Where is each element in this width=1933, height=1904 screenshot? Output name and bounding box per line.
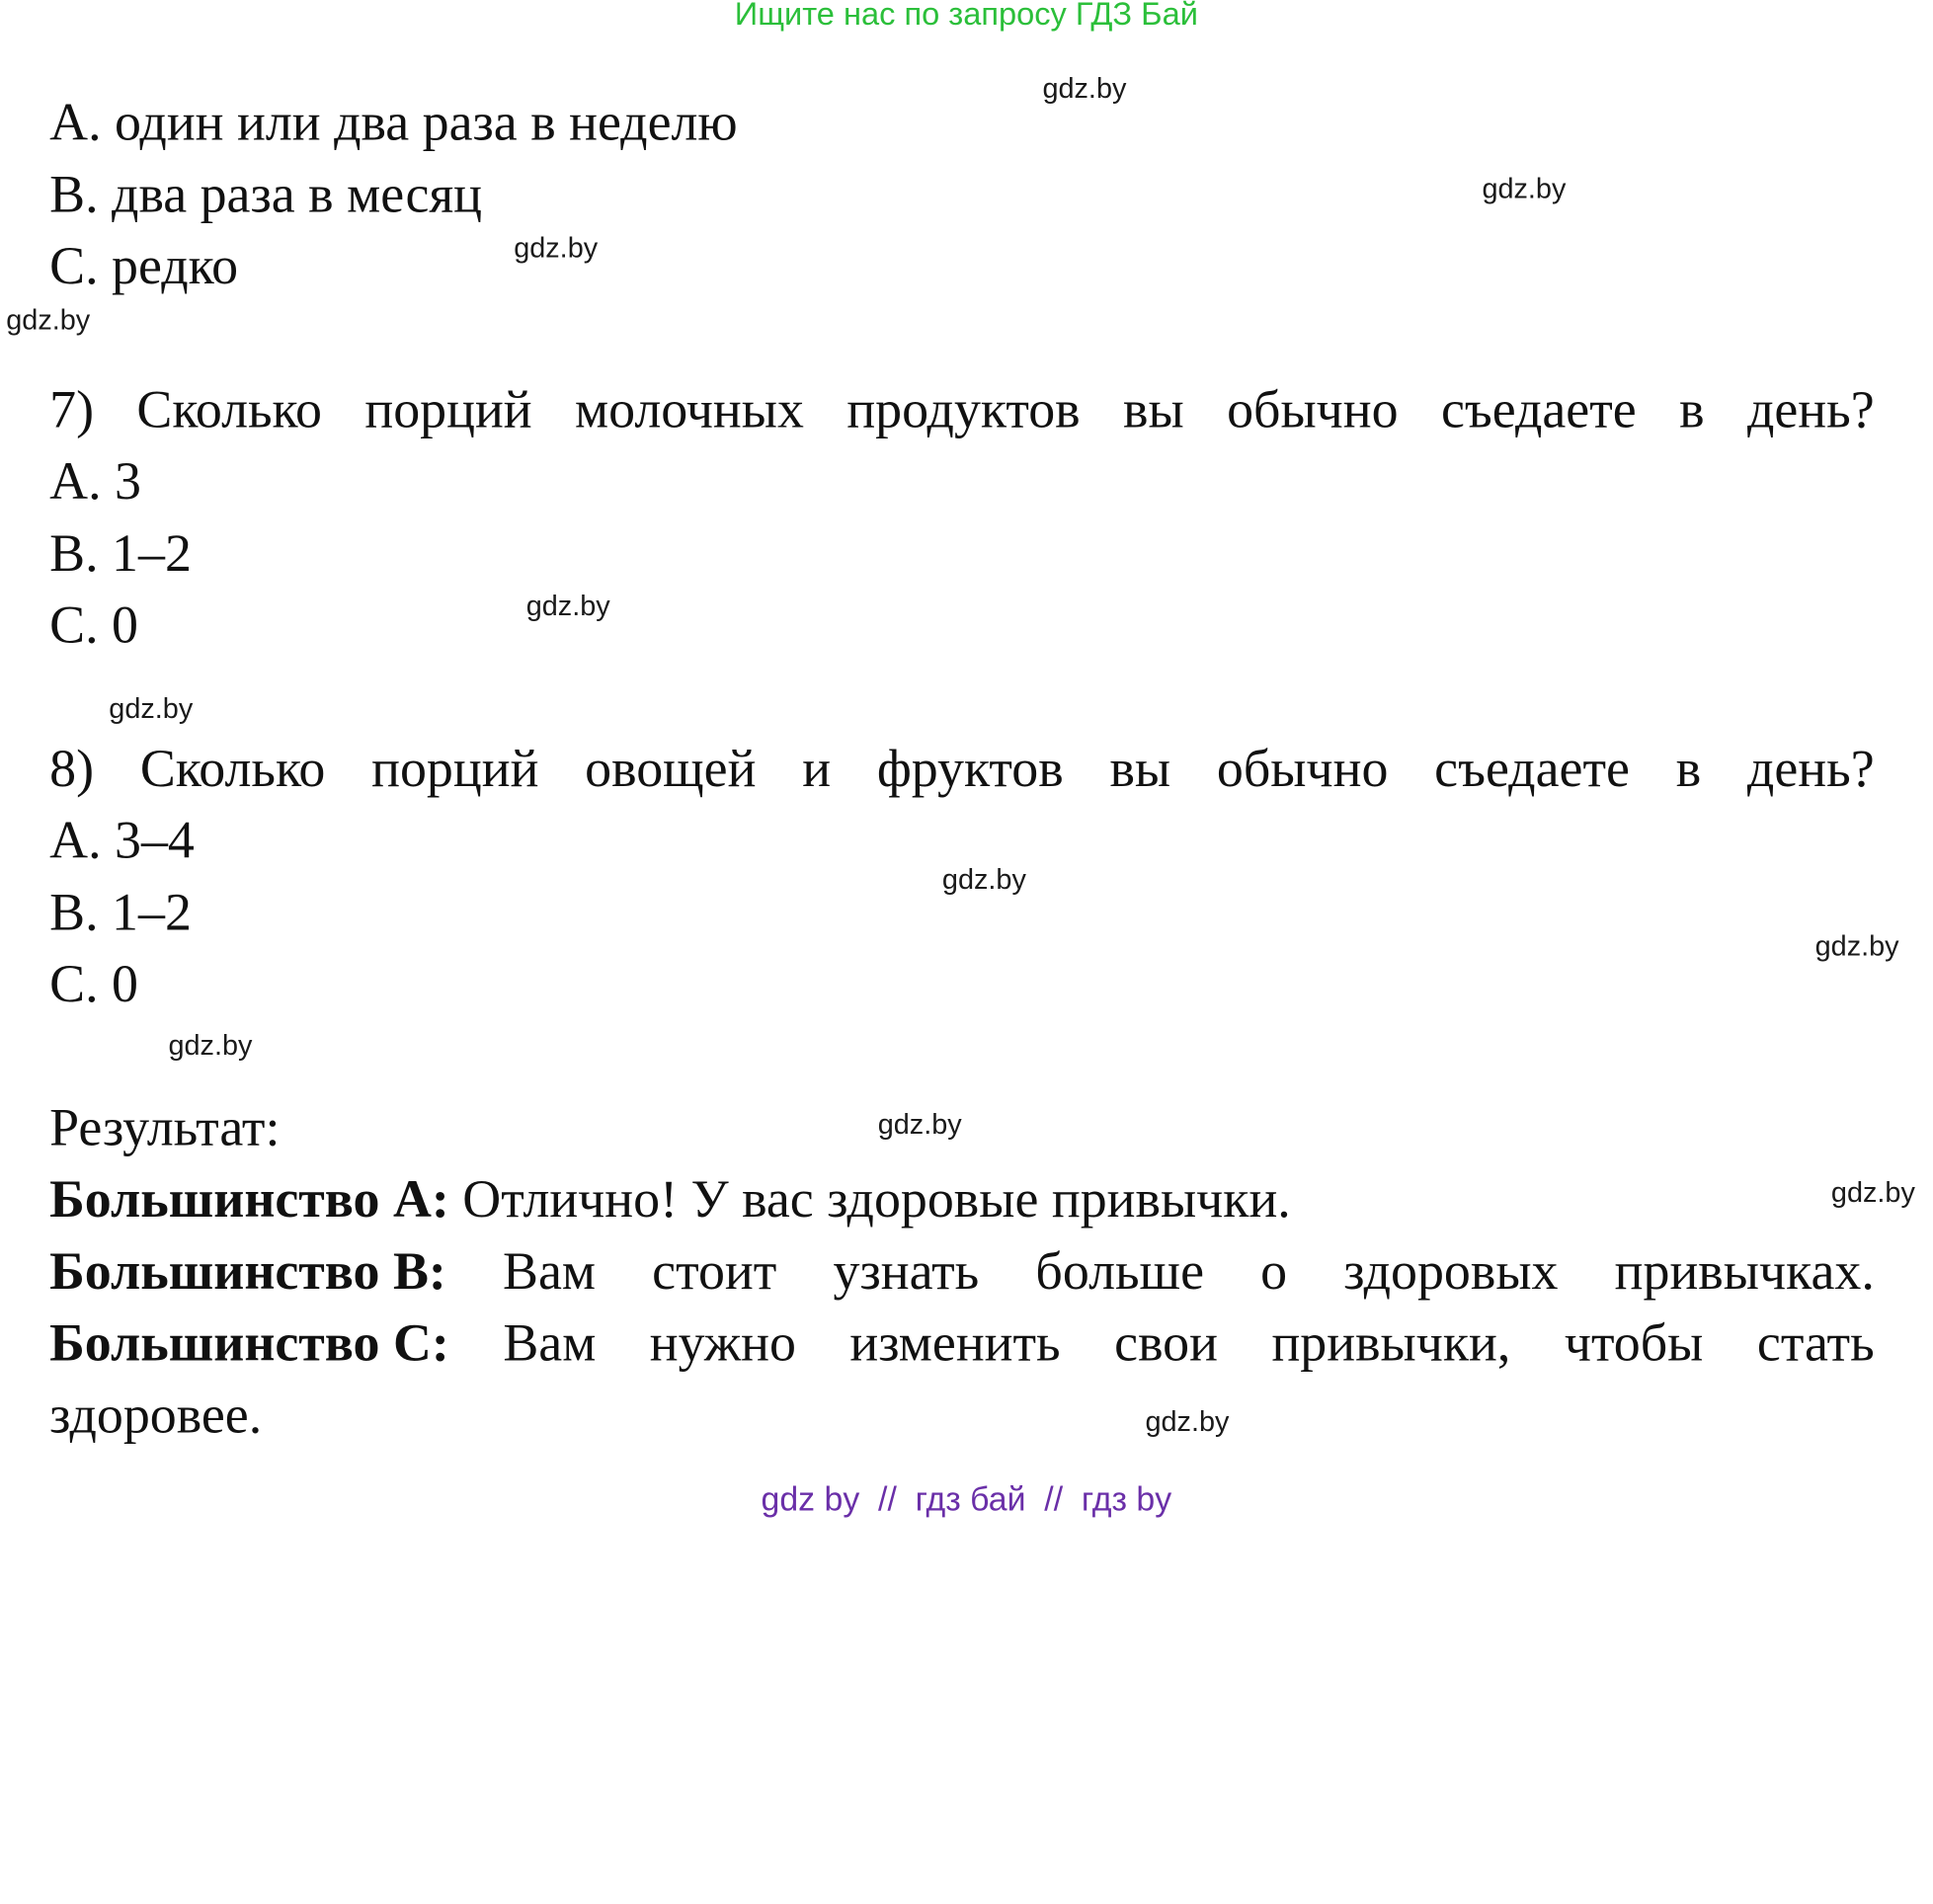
q8-word: в xyxy=(1675,740,1702,799)
q8-word: и xyxy=(802,740,832,799)
result-c-word: чтобы xyxy=(1564,1314,1704,1374)
q8-question xyxy=(49,740,1875,799)
result-b xyxy=(49,1242,1875,1302)
q7-option-b: B. 1–2 xyxy=(49,524,192,584)
q8-option-c: C. 0 xyxy=(49,955,139,1014)
result-b-word: больше xyxy=(1035,1242,1204,1302)
footer-links: gdz by // гдз бай // гдз by xyxy=(761,1480,1172,1518)
watermark: gdz.by xyxy=(877,1107,962,1141)
q8-word: съедаете xyxy=(1434,740,1630,799)
q7-word: обычно xyxy=(1227,381,1399,439)
result-b-word: Вам xyxy=(503,1242,597,1302)
q7-option-c: C. 0 xyxy=(49,596,139,656)
result-c-word: стать xyxy=(1756,1314,1875,1374)
result-a-text: Отлично! У вас здоровые привычки. xyxy=(462,1170,1291,1230)
result-a-label: Большинство A: xyxy=(49,1170,449,1230)
q7-word: съедаете xyxy=(1440,381,1637,439)
q7-word: порций xyxy=(364,381,532,439)
result-b-label: Большинство B: xyxy=(49,1242,446,1302)
q7-word: в xyxy=(1679,381,1705,439)
q6-option-a: A. один или два раза в неделю xyxy=(49,94,738,153)
q7-word: вы xyxy=(1123,381,1184,439)
q8-word: овощей xyxy=(585,740,757,799)
watermark: gdz.by xyxy=(941,862,1026,896)
q7-word: молочных xyxy=(575,381,804,439)
result-a xyxy=(49,1170,1291,1230)
result-c-word: свои xyxy=(1114,1314,1218,1374)
q7-word: день? xyxy=(1746,381,1875,439)
q7-option-a: A. 3 xyxy=(49,452,141,512)
watermark: gdz.by xyxy=(514,231,599,264)
result-b-word: здоровых xyxy=(1343,1242,1559,1302)
q7-word: 7) xyxy=(49,381,95,439)
q8-word: Сколько xyxy=(139,740,326,799)
result-title: Результат: xyxy=(49,1099,281,1158)
result-b-word: привычках. xyxy=(1614,1242,1875,1302)
q7-question xyxy=(49,381,1875,439)
result-b-word: узнать xyxy=(833,1242,980,1302)
q8-word: 8) xyxy=(49,740,95,799)
watermark: gdz.by xyxy=(1145,1404,1230,1438)
q8-word: порций xyxy=(371,740,539,799)
q6-option-b: B. два раза в месяц xyxy=(49,165,483,224)
result-c-word: изменить xyxy=(849,1314,1061,1374)
watermark: gdz.by xyxy=(168,1028,253,1062)
watermark: gdz.by xyxy=(1042,71,1127,105)
watermark: gdz.by xyxy=(1814,929,1899,962)
q8-word: день? xyxy=(1746,740,1875,799)
q7-word: продуктов xyxy=(846,381,1081,439)
result-c-end: здоровее. xyxy=(49,1386,263,1445)
watermark: gdz.by xyxy=(6,303,91,336)
q8-option-b: B. 1–2 xyxy=(49,883,192,942)
q6-option-c: C. редко xyxy=(49,237,239,296)
search-hint-header: Ищите нас по запросу ГДЗ Бай xyxy=(734,0,1198,33)
result-c-word: Вам xyxy=(503,1314,597,1374)
q7-word: Сколько xyxy=(136,381,322,439)
watermark: gdz.by xyxy=(1830,1175,1915,1209)
q8-word: вы xyxy=(1109,740,1171,799)
result-b-word: стоит xyxy=(652,1242,777,1302)
watermark: gdz.by xyxy=(525,589,610,622)
q8-word: обычно xyxy=(1216,740,1389,799)
result-c-label: Большинство C: xyxy=(49,1314,449,1374)
watermark: gdz.by xyxy=(109,691,194,725)
q8-option-a: A. 3–4 xyxy=(49,812,195,871)
result-c xyxy=(49,1314,1875,1374)
watermark: gdz.by xyxy=(1482,172,1567,204)
result-b-word: о xyxy=(1260,1242,1288,1302)
q8-word: фруктов xyxy=(876,740,1064,799)
result-c-word: привычки, xyxy=(1271,1314,1511,1374)
result-c-word: нужно xyxy=(649,1314,796,1374)
